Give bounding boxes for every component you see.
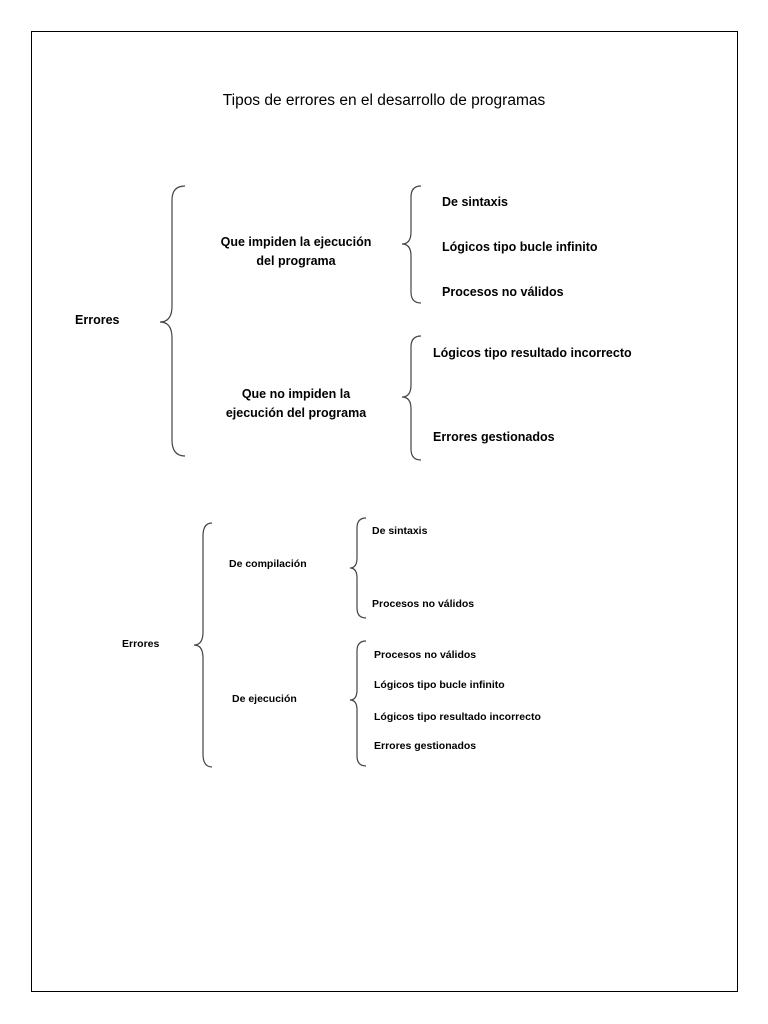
d2-branch2-brace — [350, 641, 366, 766]
d2-branch2-leaf: Procesos no válidos — [374, 649, 477, 661]
d1-branch1-leaf: De sintaxis — [442, 195, 509, 209]
d2-branch1-leaf: De sintaxis — [372, 525, 428, 537]
d2-branch1-label: De compilación — [229, 558, 307, 570]
d2-branch2-leaf: Lógicos tipo resultado incorrecto — [374, 711, 541, 723]
d2-branch2-leaf: Errores gestionados — [374, 740, 477, 752]
d2-branch2-leaf: Lógicos tipo bucle infinito — [374, 679, 505, 691]
d1-branch1-leaf: Lógicos tipo bucle infinito — [442, 240, 598, 254]
d2-branch1-leaf: Procesos no válidos — [372, 598, 475, 610]
page-title: Tipos de errores en el desarrollo de programas — [222, 92, 546, 109]
d1-branch2-leaf: Lógicos tipo resultado incorrecto — [433, 346, 632, 360]
d1-branch2-label: Que no impiden la ejecución del programa — [225, 387, 367, 420]
d1-branch2-leaf: Errores gestionados — [433, 430, 555, 444]
d2-root-label: Errores — [122, 638, 160, 650]
d1-branch1-leaf: Procesos no válidos — [442, 285, 564, 299]
d1-root-label: Errores — [75, 313, 120, 327]
d2-branch2-label: De ejecución — [232, 693, 297, 705]
d2-branch1-brace — [350, 518, 366, 618]
d1-branch1-label: Que impiden la ejecución del programa — [220, 235, 372, 268]
d2-root-brace — [194, 523, 212, 767]
d1-branch2-brace — [402, 336, 421, 460]
d1-root-brace — [160, 186, 185, 456]
d1-branch1-brace — [402, 186, 421, 303]
